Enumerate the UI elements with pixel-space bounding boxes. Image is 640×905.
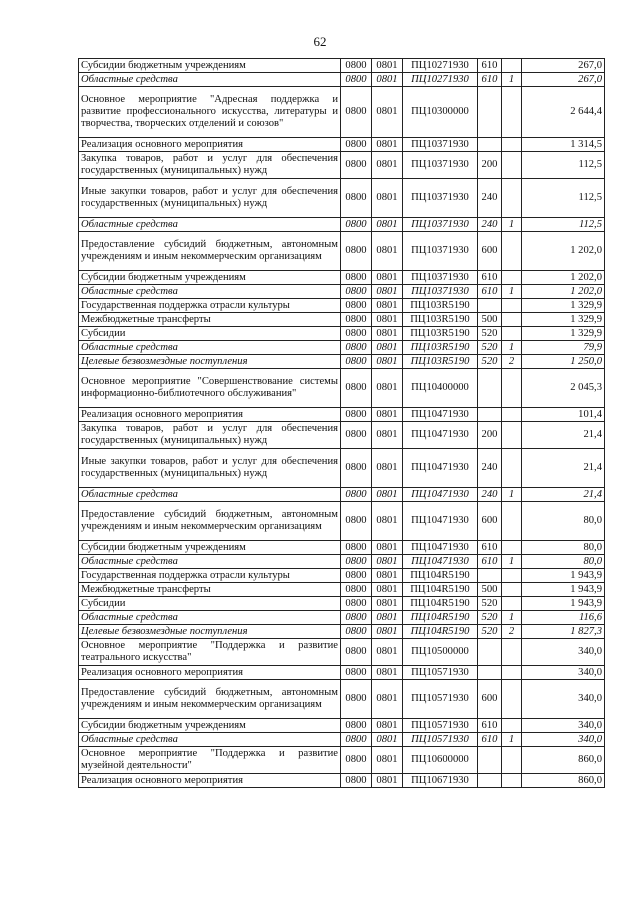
amount: 112,5: [522, 218, 605, 232]
subsection-code: 0801: [372, 327, 403, 341]
expense-type-code: [478, 747, 502, 774]
row-name: Предоставление субсидий бюджетным, автономным учреждениям и иным некоммерческим организациям: [79, 502, 341, 541]
subsection-code: 0801: [372, 666, 403, 680]
funding-source-code: [502, 719, 522, 733]
section-code: 0800: [341, 611, 372, 625]
row-name: Субсидии бюджетным учреждениям: [79, 59, 341, 73]
expense-type-code: 500: [478, 313, 502, 327]
funding-source-code: [502, 408, 522, 422]
amount: 80,0: [522, 555, 605, 569]
expense-type-code: 240: [478, 488, 502, 502]
target-article-code: ПЦ10571930: [403, 719, 478, 733]
section-code: 0800: [341, 680, 372, 719]
expense-type-code: 610: [478, 285, 502, 299]
target-article-code: ПЦ10371930: [403, 232, 478, 271]
expense-type-code: [478, 87, 502, 138]
expense-type-code: 610: [478, 541, 502, 555]
amount: 1 202,0: [522, 232, 605, 271]
section-code: 0800: [341, 747, 372, 774]
table-row: [79, 541, 605, 555]
row-name: Реализация основного мероприятия: [79, 408, 341, 422]
funding-source-code: [502, 87, 522, 138]
table-row: [79, 747, 605, 774]
table-row: [79, 59, 605, 73]
funding-source-code: [502, 583, 522, 597]
target-article-code: ПЦ10471930: [403, 449, 478, 488]
subsection-code: 0801: [372, 59, 403, 73]
amount: 860,0: [522, 747, 605, 774]
target-article-code: ПЦ10371930: [403, 152, 478, 179]
subsection-code: 0801: [372, 583, 403, 597]
section-code: 0800: [341, 449, 372, 488]
section-code: 0800: [341, 271, 372, 285]
row-name: Областные средства: [79, 733, 341, 747]
amount: 1 329,9: [522, 313, 605, 327]
funding-source-code: 1: [502, 341, 522, 355]
row-name: Предоставление субсидий бюджетным, автономным учреждениям и иным некоммерческим организациям: [79, 680, 341, 719]
target-article-code: ПЦ10500000: [403, 639, 478, 666]
row-name: Межбюджетные трансферты: [79, 313, 341, 327]
table-row: [79, 639, 605, 666]
table-row: [79, 449, 605, 488]
section-code: 0800: [341, 597, 372, 611]
target-article-code: ПЦ10271930: [403, 73, 478, 87]
subsection-code: 0801: [372, 138, 403, 152]
section-code: 0800: [341, 583, 372, 597]
subsection-code: 0801: [372, 502, 403, 541]
target-article-code: ПЦ103R5190: [403, 341, 478, 355]
table-row: [79, 502, 605, 541]
target-article-code: ПЦ10300000: [403, 87, 478, 138]
target-article-code: ПЦ103R5190: [403, 355, 478, 369]
subsection-code: 0801: [372, 271, 403, 285]
table-row: [79, 87, 605, 138]
expense-type-code: [478, 639, 502, 666]
subsection-code: 0801: [372, 774, 403, 788]
row-name: Закупка товаров, работ и услуг для обеспечения государственных (муниципальных) нужд: [79, 422, 341, 449]
funding-source-code: [502, 59, 522, 73]
funding-source-code: 1: [502, 73, 522, 87]
section-code: 0800: [341, 488, 372, 502]
funding-source-code: [502, 179, 522, 218]
expense-type-code: 610: [478, 555, 502, 569]
section-code: 0800: [341, 774, 372, 788]
subsection-code: 0801: [372, 597, 403, 611]
row-name: Основное мероприятие "Адресная поддержка и развитие профессионального искусства, литературы и творчества, творческих отделений и союзов": [79, 87, 341, 138]
funding-source-code: [502, 138, 522, 152]
target-article-code: ПЦ10371930: [403, 138, 478, 152]
section-code: 0800: [341, 555, 372, 569]
table-row: [79, 73, 605, 87]
row-name: Предоставление субсидий бюджетным, автономным учреждениям и иным некоммерческим организациям: [79, 232, 341, 271]
target-article-code: ПЦ10571930: [403, 680, 478, 719]
section-code: 0800: [341, 232, 372, 271]
table-row: [79, 583, 605, 597]
expense-type-code: 240: [478, 179, 502, 218]
target-article-code: ПЦ10471930: [403, 408, 478, 422]
table-row: [79, 719, 605, 733]
amount: 340,0: [522, 666, 605, 680]
section-code: 0800: [341, 666, 372, 680]
row-name: Межбюджетные трансферты: [79, 583, 341, 597]
table-row: [79, 299, 605, 313]
expense-type-code: 520: [478, 327, 502, 341]
funding-source-code: 1: [502, 555, 522, 569]
row-name: Областные средства: [79, 611, 341, 625]
row-name: Иные закупки товаров, работ и услуг для обеспечения государственных (муниципальных) нужд: [79, 179, 341, 218]
table-body: [79, 59, 605, 788]
subsection-code: 0801: [372, 422, 403, 449]
table-row: [79, 488, 605, 502]
table-row: [79, 680, 605, 719]
target-article-code: ПЦ103R5190: [403, 313, 478, 327]
funding-source-code: [502, 152, 522, 179]
section-code: 0800: [341, 341, 372, 355]
table-row: [79, 611, 605, 625]
subsection-code: 0801: [372, 232, 403, 271]
target-article-code: ПЦ10371930: [403, 179, 478, 218]
section-code: 0800: [341, 422, 372, 449]
section-code: 0800: [341, 502, 372, 541]
funding-source-code: [502, 747, 522, 774]
expense-type-code: 610: [478, 73, 502, 87]
table-row: [79, 271, 605, 285]
subsection-code: 0801: [372, 541, 403, 555]
section-code: 0800: [341, 218, 372, 232]
section-code: 0800: [341, 59, 372, 73]
table-row: [79, 179, 605, 218]
row-name: Субсидии бюджетным учреждениям: [79, 541, 341, 555]
subsection-code: 0801: [372, 218, 403, 232]
table-row: [79, 625, 605, 639]
expense-type-code: 600: [478, 680, 502, 719]
amount: 1 202,0: [522, 271, 605, 285]
table-row: [79, 733, 605, 747]
funding-source-code: [502, 422, 522, 449]
subsection-code: 0801: [372, 408, 403, 422]
subsection-code: 0801: [372, 611, 403, 625]
row-name: Субсидии: [79, 597, 341, 611]
row-name: Основное мероприятие "Поддержка и развитие театрального искусства": [79, 639, 341, 666]
expense-type-code: 520: [478, 355, 502, 369]
expense-type-code: 520: [478, 341, 502, 355]
amount: 267,0: [522, 59, 605, 73]
subsection-code: 0801: [372, 719, 403, 733]
amount: 101,4: [522, 408, 605, 422]
table-row: [79, 152, 605, 179]
subsection-code: 0801: [372, 639, 403, 666]
expense-type-code: 610: [478, 733, 502, 747]
subsection-code: 0801: [372, 488, 403, 502]
amount: 79,9: [522, 341, 605, 355]
row-name: Государственная поддержка отрасли культуры: [79, 569, 341, 583]
expense-type-code: [478, 138, 502, 152]
target-article-code: ПЦ10471930: [403, 502, 478, 541]
section-code: 0800: [341, 138, 372, 152]
subsection-code: 0801: [372, 299, 403, 313]
subsection-code: 0801: [372, 449, 403, 488]
amount: 1 202,0: [522, 285, 605, 299]
row-name: Целевые безвозмездные поступления: [79, 625, 341, 639]
subsection-code: 0801: [372, 179, 403, 218]
subsection-code: 0801: [372, 747, 403, 774]
target-article-code: ПЦ10371930: [403, 218, 478, 232]
row-name: Государственная поддержка отрасли культуры: [79, 299, 341, 313]
funding-source-code: 1: [502, 218, 522, 232]
subsection-code: 0801: [372, 152, 403, 179]
table-row: [79, 138, 605, 152]
row-name: Областные средства: [79, 73, 341, 87]
target-article-code: ПЦ104R5190: [403, 611, 478, 625]
subsection-code: 0801: [372, 355, 403, 369]
funding-source-code: [502, 271, 522, 285]
target-article-code: ПЦ104R5190: [403, 569, 478, 583]
amount: 1 943,9: [522, 597, 605, 611]
funding-source-code: [502, 232, 522, 271]
target-article-code: ПЦ104R5190: [403, 583, 478, 597]
funding-source-code: [502, 327, 522, 341]
amount: 1 827,3: [522, 625, 605, 639]
row-name: Реализация основного мероприятия: [79, 774, 341, 788]
funding-source-code: 2: [502, 355, 522, 369]
section-code: 0800: [341, 639, 372, 666]
expense-type-code: 200: [478, 152, 502, 179]
expense-type-code: [478, 569, 502, 583]
section-code: 0800: [341, 541, 372, 555]
amount: 80,0: [522, 541, 605, 555]
expense-type-code: 610: [478, 719, 502, 733]
section-code: 0800: [341, 719, 372, 733]
target-article-code: ПЦ10371930: [403, 271, 478, 285]
target-article-code: ПЦ10471930: [403, 555, 478, 569]
funding-source-code: [502, 597, 522, 611]
amount: 340,0: [522, 680, 605, 719]
funding-source-code: 1: [502, 611, 522, 625]
section-code: 0800: [341, 733, 372, 747]
subsection-code: 0801: [372, 341, 403, 355]
table-row: [79, 341, 605, 355]
section-code: 0800: [341, 327, 372, 341]
expense-type-code: 240: [478, 449, 502, 488]
expense-type-code: 600: [478, 232, 502, 271]
funding-source-code: [502, 680, 522, 719]
table-row: [79, 774, 605, 788]
subsection-code: 0801: [372, 73, 403, 87]
target-article-code: ПЦ10471930: [403, 488, 478, 502]
subsection-code: 0801: [372, 555, 403, 569]
row-name: Основное мероприятие "Поддержка и развитие музейной деятельности": [79, 747, 341, 774]
amount: 21,4: [522, 449, 605, 488]
row-name: Областные средства: [79, 341, 341, 355]
row-name: Иные закупки товаров, работ и услуг для обеспечения государственных (муниципальных) нужд: [79, 449, 341, 488]
amount: 112,5: [522, 179, 605, 218]
table-row: [79, 555, 605, 569]
section-code: 0800: [341, 152, 372, 179]
funding-source-code: 1: [502, 285, 522, 299]
table-row: [79, 597, 605, 611]
target-article-code: ПЦ10400000: [403, 369, 478, 408]
funding-source-code: [502, 313, 522, 327]
row-name: Субсидии: [79, 327, 341, 341]
section-code: 0800: [341, 569, 372, 583]
section-code: 0800: [341, 73, 372, 87]
target-article-code: ПЦ103R5190: [403, 327, 478, 341]
funding-source-code: [502, 639, 522, 666]
funding-source-code: 2: [502, 625, 522, 639]
amount: 1 329,9: [522, 327, 605, 341]
funding-source-code: [502, 541, 522, 555]
table-row: [79, 285, 605, 299]
table-row: [79, 369, 605, 408]
section-code: 0800: [341, 87, 372, 138]
table-row: [79, 408, 605, 422]
amount: 267,0: [522, 73, 605, 87]
row-name: Областные средства: [79, 488, 341, 502]
table-row: [79, 218, 605, 232]
target-article-code: ПЦ10600000: [403, 747, 478, 774]
amount: 2 045,3: [522, 369, 605, 408]
subsection-code: 0801: [372, 285, 403, 299]
table-row: [79, 569, 605, 583]
row-name: Основное мероприятие "Совершенствование системы информационно-библиотечного обслуживания": [79, 369, 341, 408]
target-article-code: ПЦ103R5190: [403, 299, 478, 313]
table-row: [79, 313, 605, 327]
table-row: [79, 666, 605, 680]
amount: 1 250,0: [522, 355, 605, 369]
subsection-code: 0801: [372, 369, 403, 408]
target-article-code: ПЦ10371930: [403, 285, 478, 299]
section-code: 0800: [341, 369, 372, 408]
subsection-code: 0801: [372, 313, 403, 327]
section-code: 0800: [341, 408, 372, 422]
amount: 340,0: [522, 639, 605, 666]
table-row: [79, 422, 605, 449]
row-name: Целевые безвозмездные поступления: [79, 355, 341, 369]
expense-type-code: 520: [478, 597, 502, 611]
funding-source-code: [502, 502, 522, 541]
subsection-code: 0801: [372, 569, 403, 583]
funding-source-code: [502, 569, 522, 583]
section-code: 0800: [341, 355, 372, 369]
expense-type-code: 200: [478, 422, 502, 449]
target-article-code: ПЦ104R5190: [403, 597, 478, 611]
row-name: Областные средства: [79, 285, 341, 299]
section-code: 0800: [341, 625, 372, 639]
expense-type-code: [478, 774, 502, 788]
target-article-code: ПЦ10571930: [403, 666, 478, 680]
table-row: [79, 327, 605, 341]
expense-type-code: 520: [478, 611, 502, 625]
table-row: [79, 232, 605, 271]
section-code: 0800: [341, 313, 372, 327]
amount: 112,5: [522, 152, 605, 179]
row-name: Субсидии бюджетным учреждениям: [79, 719, 341, 733]
expense-type-code: [478, 666, 502, 680]
row-name: Областные средства: [79, 218, 341, 232]
amount: 1 329,9: [522, 299, 605, 313]
section-code: 0800: [341, 285, 372, 299]
row-name: Закупка товаров, работ и услуг для обеспечения государственных (муниципальных) нужд: [79, 152, 341, 179]
target-article-code: ПЦ104R5190: [403, 625, 478, 639]
expense-type-code: 520: [478, 625, 502, 639]
target-article-code: ПЦ10571930: [403, 733, 478, 747]
funding-source-code: 1: [502, 733, 522, 747]
funding-source-code: [502, 774, 522, 788]
subsection-code: 0801: [372, 87, 403, 138]
expense-type-code: 240: [478, 218, 502, 232]
subsection-code: 0801: [372, 733, 403, 747]
amount: 80,0: [522, 502, 605, 541]
amount: 1 314,5: [522, 138, 605, 152]
expense-type-code: 610: [478, 271, 502, 285]
amount: 1 943,9: [522, 583, 605, 597]
row-name: Реализация основного мероприятия: [79, 666, 341, 680]
expense-type-code: 500: [478, 583, 502, 597]
amount: 2 644,4: [522, 87, 605, 138]
expense-type-code: [478, 369, 502, 408]
subsection-code: 0801: [372, 680, 403, 719]
row-name: Областные средства: [79, 555, 341, 569]
table-row: [79, 355, 605, 369]
funding-source-code: 1: [502, 488, 522, 502]
subsection-code: 0801: [372, 625, 403, 639]
row-name: Субсидии бюджетным учреждениям: [79, 271, 341, 285]
amount: 340,0: [522, 733, 605, 747]
section-code: 0800: [341, 299, 372, 313]
expense-type-code: 610: [478, 59, 502, 73]
target-article-code: ПЦ10671930: [403, 774, 478, 788]
amount: 21,4: [522, 422, 605, 449]
target-article-code: ПЦ10471930: [403, 422, 478, 449]
amount: 116,6: [522, 611, 605, 625]
funding-source-code: [502, 666, 522, 680]
section-code: 0800: [341, 179, 372, 218]
target-article-code: ПЦ10471930: [403, 541, 478, 555]
funding-source-code: [502, 369, 522, 408]
amount: 21,4: [522, 488, 605, 502]
amount: 860,0: [522, 774, 605, 788]
budget-table: [78, 58, 605, 788]
target-article-code: ПЦ10271930: [403, 59, 478, 73]
amount: 1 943,9: [522, 569, 605, 583]
funding-source-code: [502, 449, 522, 488]
expense-type-code: [478, 408, 502, 422]
amount: 340,0: [522, 719, 605, 733]
funding-source-code: [502, 299, 522, 313]
row-name: Реализация основного мероприятия: [79, 138, 341, 152]
expense-type-code: 600: [478, 502, 502, 541]
expense-type-code: [478, 299, 502, 313]
page-number: 62: [313, 34, 327, 49]
